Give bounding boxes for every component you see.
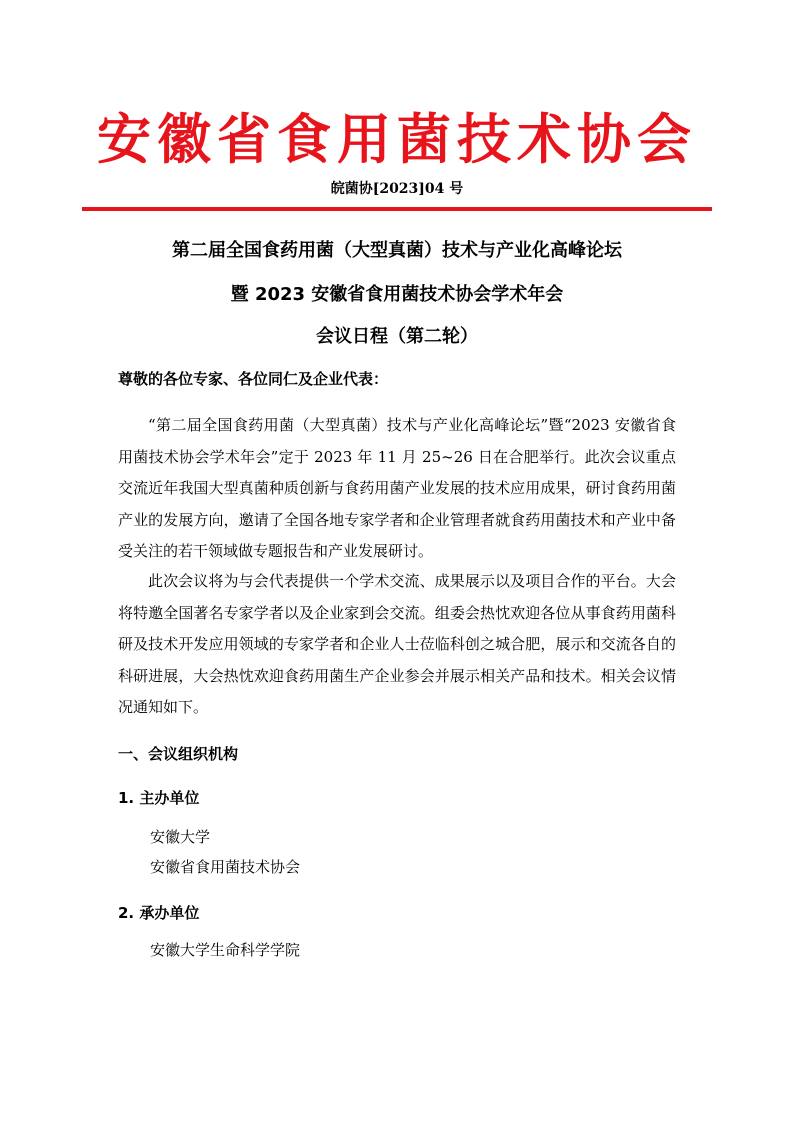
organizer-unit-item: 安徽大学生命科学学院 <box>150 941 301 959</box>
salutation: 尊敬的各位专家、各位同仁及企业代表： <box>118 370 389 388</box>
document-title-line-2: 暨 2023 安徽省食用菌技术协会学术年会 <box>230 284 564 305</box>
subheading-organizer-units: 2. 承办单位 <box>118 904 200 922</box>
intro-paragraph-2: 此次会议将为与会代表提供一个学术交流、成果展示以及项目合作的平台。大会将特邀全国著名专家学者以及企业家到会交流。组委会热忱欢迎各位从事食药用菌科研及技术开发应用领域的专家学者和企业人士莅临科创之城合肥，展示和交流各自的科研进展，大会热忱欢迎食药用菌生产企业参会并展示相关产品和技术。相关会议情况通知如下。 <box>118 572 676 716</box>
document-title-line-1: 第二届全国食药用菌（大型真菌）技术与产业化高峰论坛 <box>172 240 622 261</box>
red-divider <box>82 207 712 211</box>
host-unit-item: 安徽省食用菌技术协会 <box>150 858 301 876</box>
subheading-host-units: 1. 主办单位 <box>118 789 200 807</box>
intro-paragraph-1: “第二届全国食药用菌（大型真菌）技术与产业化高峰论坛”暨“2023 安徽省食用菌技术协会学术年会”定于 2023 年 11 月 25~26 日在合肥举行。此次会议重点交流近年我国大型真菌种质创新与食药用菌产业发展的技术应用成果，研讨食药用菌产业的发展方向，邀请了全国各地专家学者和企业管理者就食药用菌技术和产业中备受关注的若干领域做专题报告和产业发展研讨。 <box>118 416 676 560</box>
document-title-line-3: 会议日程（第二轮） <box>316 326 478 347</box>
host-unit-item: 安徽大学 <box>150 828 211 846</box>
document-number: 皖菌协[2023]04 号 <box>330 181 464 197</box>
org-name-header: 安徽省食用菌技术协会 <box>97 108 697 171</box>
section-heading-organization: 一、会议组织机构 <box>118 745 239 763</box>
